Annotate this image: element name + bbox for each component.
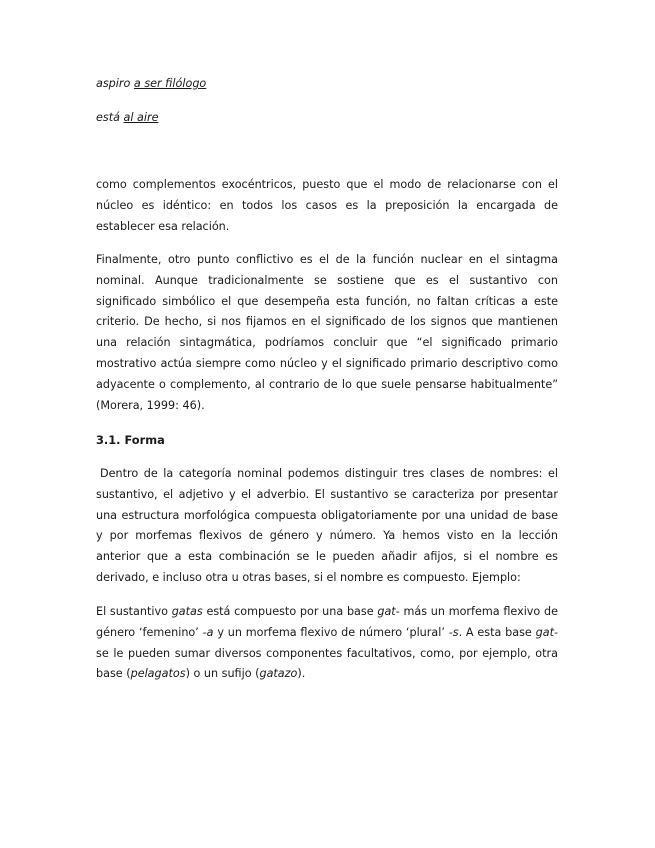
italic-term: gat- (535, 625, 558, 639)
text-run: El sustantivo (96, 605, 172, 618)
italic-term: -a (202, 625, 214, 639)
italic-term: gat- (377, 605, 400, 618)
italic-term: gatazo (259, 667, 298, 681)
italic-term: pelagatos (130, 667, 186, 681)
section-heading: 3.1. Forma (96, 433, 165, 447)
example-underlined-phrase: a ser filólogo (133, 77, 207, 90)
text-run: ) o un sufijo ( (185, 667, 260, 681)
text-run: y un morfema flexivo de número ‘plural’ (213, 625, 449, 639)
italic-term: -s (448, 625, 459, 639)
example-prefix: aspiro (96, 77, 134, 90)
italic-term: gatas (171, 605, 203, 618)
text-run: se le pueden sumar diversos componentes facultativos, como, por ejemplo, otra base ( (96, 646, 558, 681)
example-underlined-phrase: al aire (123, 111, 159, 124)
example-line (96, 111, 158, 125)
example-line (96, 77, 206, 91)
text-run: está compuesto por una base (202, 605, 378, 618)
paragraph-gatas-example (96, 602, 558, 685)
paragraph-exocentric: como complementos exocéntricos, puesto que el modo de relacionarse con el núcleo es idéntico: en todos los casos es la preposición la encargada de establecer esa relación. (96, 178, 558, 233)
text-run: ). (297, 667, 306, 681)
example-prefix: está (96, 111, 124, 124)
text-run: . A esta base (458, 625, 536, 639)
text-run: más un morfema flexivo de género ‘femenino’ (96, 605, 558, 639)
paragraph-nominal-category: Dentro de la categoría nominal podemos distinguir tres clases de nombres: el sustantivo, el adjetivo y el adverbio. El sustantivo se caracteriza por presentar una estructura morfológica compuesta obligatoriamente por una unidad de base y por morfemas flexivos de género y número. Ya hemos visto en la lección anterior que a esta combinación se le pueden añadir afijos, si el nombre es derivado, e incluso otra u otras bases, si el nombre es compuesto. Ejemplo: (96, 467, 558, 584)
paragraph-nuclear-function: Finalmente, otro punto conflictivo es el de la función nuclear en el sintagma nominal. Aunque tradicionalmente se sostiene que es el sustantivo con significado simbólico el que desempeña esta función, no faltan críticas a este criterio. De hecho, si nos fijamos en el significado de los signos que mantienen una relación sintagmática, podríamos concluir que “el significado primario mostrativo actúa siempre como núcleo y el significado primario descriptivo como adyacente o complemento, al contrario de lo que suele pensarse habitualmente” (Morera, 1999: 46). (96, 253, 558, 412)
